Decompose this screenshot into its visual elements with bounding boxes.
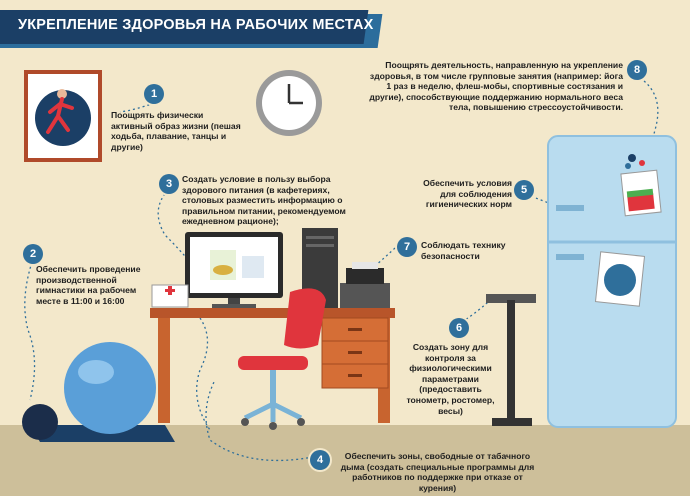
item-3-text: Создать условие в пользу выбора здорового питания (в кафетериях, столовых разместить информацию о правильном питании, рекомендуемом ежедневном рационе); (182, 174, 346, 227)
badge-4: 4 (310, 450, 330, 470)
badge-2: 2 (23, 244, 43, 264)
connector-chair (197, 318, 210, 430)
item-7-text: Соблюдать технику безопасности (421, 240, 506, 261)
badge-8: 8 (627, 60, 647, 80)
item-2-text: Обеспечить проведение производственной гимнастики на рабочем месте в 11:00 и 16:00 (36, 264, 141, 306)
item-8-text: Поощрять деятельность, направленную на укрепление здоровья, в том числе групповые занятия (например: йога 1 раз в неделю, флеш-мобы, спортивные состязания и другие), способствующие поддержанию нормального веса тела, повышению стрессоустойчивости. (369, 60, 623, 113)
item-6-text: Создать зону для контроля за физиологическими параметрами (предоставить тонометр, ростомер, весы) (406, 342, 495, 416)
item-1-text: Поощрять физически активный образ жизни (пешая ходьба, плавание, танцы и другие) (111, 110, 241, 152)
runner-picture (26, 72, 100, 160)
item-5-text: Обеспечить условия для соблюдения гигиенических норм (423, 178, 512, 210)
badge-7: 7 (397, 237, 417, 257)
wall-clock (256, 70, 322, 136)
fitness-ball-and-mat (22, 342, 175, 442)
computer-monitor (185, 232, 283, 308)
printer (340, 262, 390, 308)
connector-2 (25, 262, 35, 400)
item-4-text: Обеспечить зоны, свободные от табачного дыма (создать специальные программы для работников по поддержке при отказе от курения) (340, 451, 535, 493)
page-title: УКРЕПЛЕНИЕ ЗДОРОВЬЯ НА РАБОЧИХ МЕСТАХ (18, 17, 374, 33)
connector-6 (462, 300, 490, 322)
badge-5: 5 (514, 180, 534, 200)
badge-6: 6 (449, 318, 469, 338)
badge-3: 3 (159, 174, 179, 194)
first-aid-sign (152, 285, 188, 307)
badge-1: 1 (144, 84, 164, 104)
refrigerator (548, 136, 676, 427)
